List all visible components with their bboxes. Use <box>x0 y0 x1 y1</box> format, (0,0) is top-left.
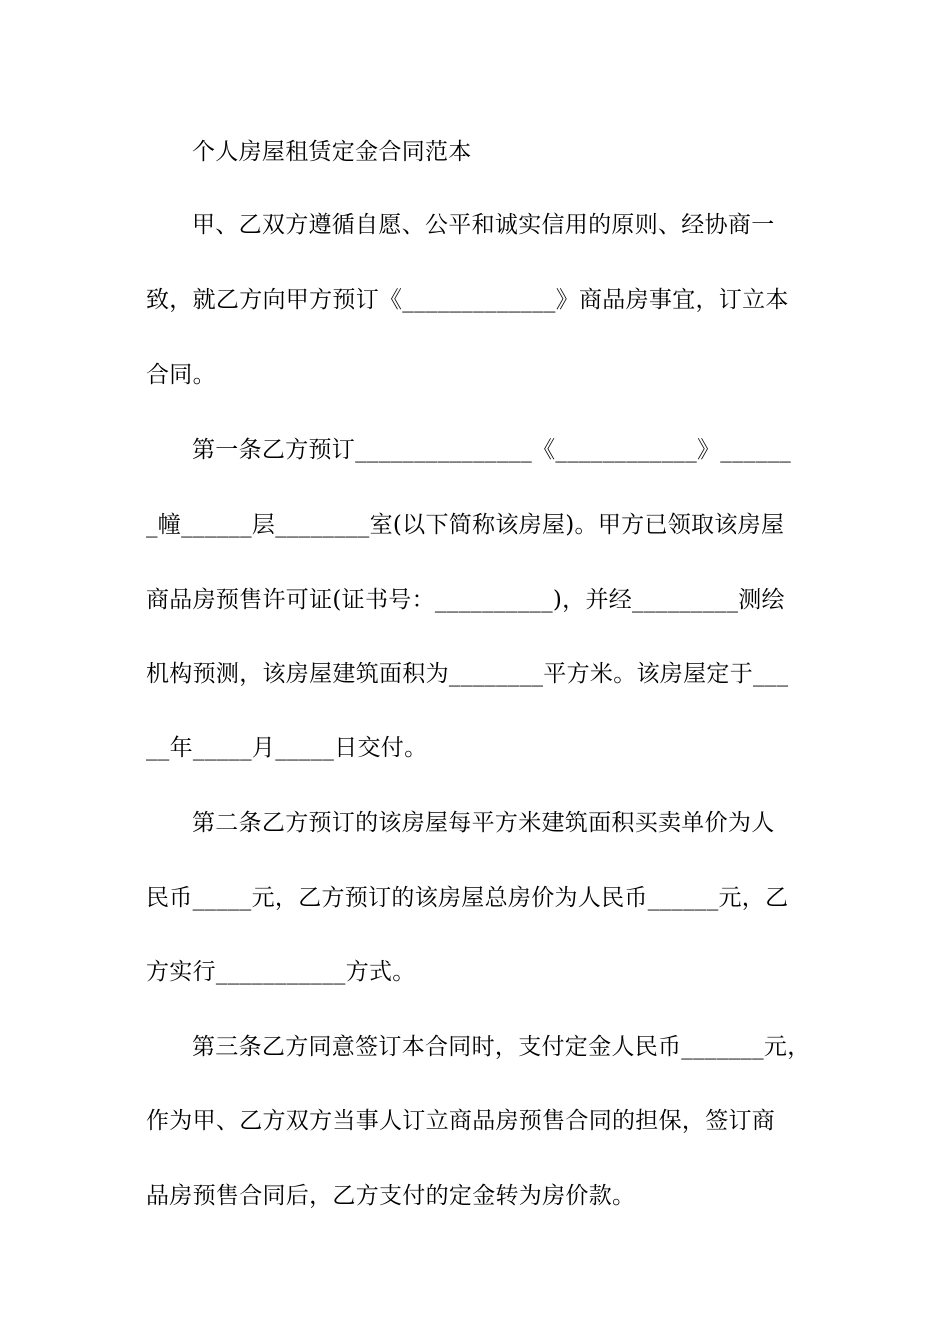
paragraph-line: 民币_____元，乙方预订的该房屋总房价为人民币______元，乙 <box>146 885 789 911</box>
paragraph-line: 机构预测，该房屋建筑面积为________平方米。该房屋定于___ <box>146 661 789 687</box>
paragraph-line: 商品房预售许可证(证书号：__________)，并经_________测绘 <box>146 587 785 613</box>
document-title: 个人房屋租赁定金合同范本 <box>192 139 472 165</box>
paragraph-line: _幢______层________室(以下简称该房屋)。甲方已领取该房屋 <box>146 512 785 538</box>
paragraph-line: 合同。 <box>146 362 216 388</box>
paragraph-line: 作为甲、乙方双方当事人订立商品房预售合同的担保，签订商 <box>146 1108 776 1134</box>
paragraph-line: 方实行___________方式。 <box>146 959 416 985</box>
paragraph-line: 甲、乙双方遵循自愿、公平和诚实信用的原则、经协商一 <box>192 212 775 238</box>
paragraph-line: 第一条乙方预订_______________《____________》______ <box>192 437 792 463</box>
paragraph-line: 致，就乙方向甲方预订《_____________》商品房事宜，订立本 <box>146 287 789 313</box>
paragraph-line: 第二条乙方预订的该房屋每平方米建筑面积买卖单价为人 <box>192 810 775 836</box>
paragraph-line: __年_____月_____日交付。 <box>146 735 428 761</box>
paragraph-line: 第三条乙方同意签订本合同时，支付定金人民币_______元， <box>192 1034 811 1060</box>
paragraph-line: 品房预售合同后，乙方支付的定金转为房价款。 <box>146 1183 636 1209</box>
